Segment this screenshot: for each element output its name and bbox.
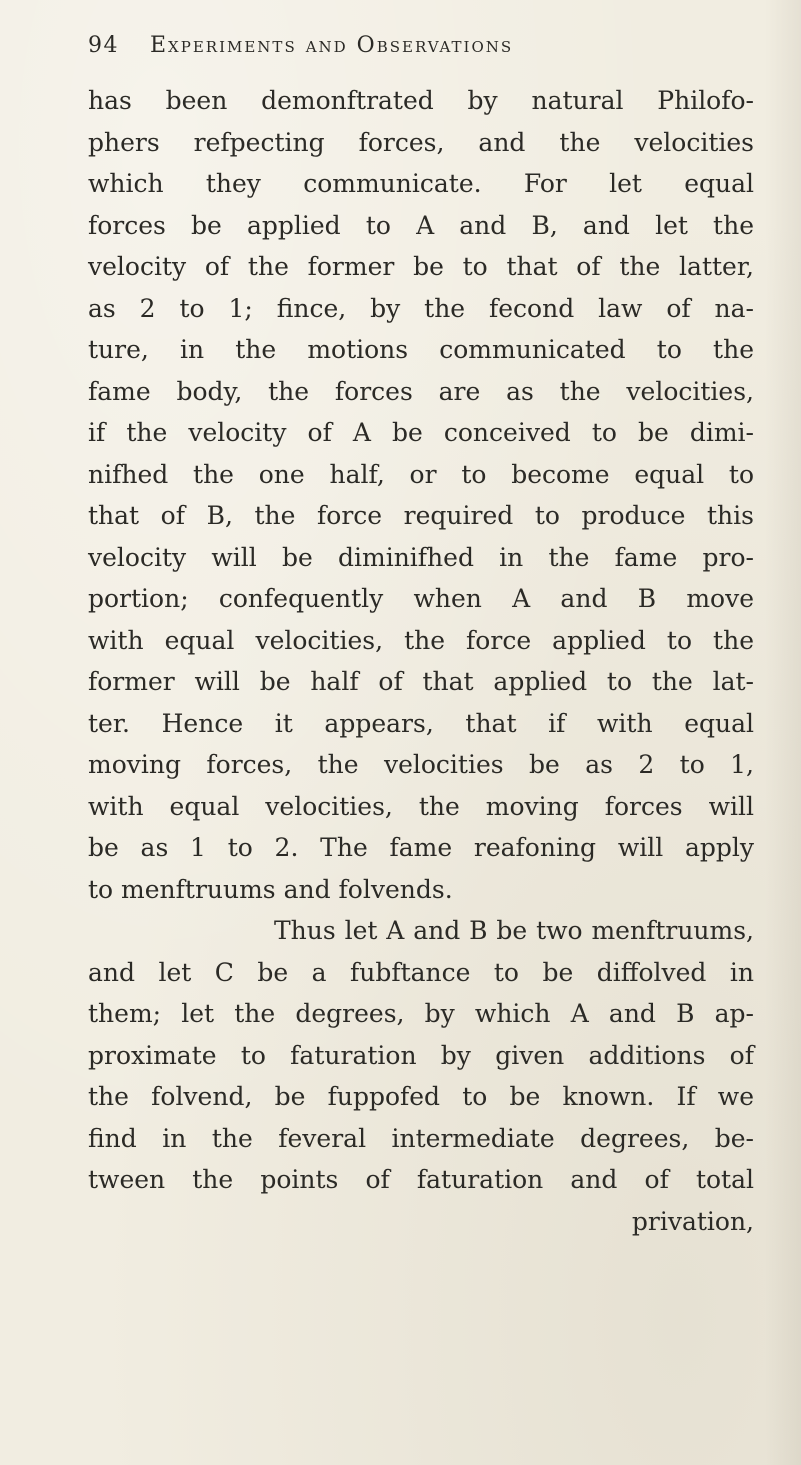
page-edge-shadow xyxy=(765,0,801,1465)
text-line: if the velocity of A be conceived to be dimi- xyxy=(88,418,754,447)
text-line: has been demonftrated by natural Philofo- xyxy=(88,86,754,115)
text-line: velocity of the former be to that of the latter, xyxy=(88,252,754,281)
text-line: with equal velocities, the moving forces will xyxy=(88,791,754,821)
text-line: ture, in the motions communicated to the xyxy=(88,335,754,364)
body-text xyxy=(88,80,754,1236)
text-line: proximate to faturation by given additions of xyxy=(88,1040,754,1070)
running-head: Experiments and Observations xyxy=(150,33,514,58)
text-line: the folvend, be fuppofed to be known. If we xyxy=(88,1082,754,1111)
text-line: ter. Hence it appears, that if with equal xyxy=(88,708,754,738)
text-line: find in the feveral intermediate degrees, be- xyxy=(88,1123,754,1153)
text-line: them; let the degrees, by which A and B ap- xyxy=(88,999,754,1028)
text-line: nifhed the one half, or to become equal to xyxy=(88,459,754,489)
text-line: moving forces, the velocities be as 2 to 1, xyxy=(88,750,754,779)
text-line: forces be applied to A and B, and let the xyxy=(88,210,754,240)
text-line: which they communicate. For let equal xyxy=(88,169,754,198)
text-line: as 2 to 1; fince, by the fecond law of na- xyxy=(88,293,754,323)
text-line: portion; confequently when A and B move xyxy=(88,584,754,613)
text-line: that of B, the force required to produce this xyxy=(88,501,754,530)
text-line: velocity will be diminifhed in the fame pro- xyxy=(88,542,754,572)
catchword: privation, xyxy=(631,1206,754,1236)
text-line: fame body, the forces are as the velocities, xyxy=(88,376,754,406)
text-line-paragraph-start: Thus let A and B be two menftruums, xyxy=(274,916,754,945)
text-line: former will be half of that applied to the lat- xyxy=(88,667,754,696)
text-line: and let C be a fubftance to be diffolved in xyxy=(88,957,754,987)
text-line-paragraph-end: to menftruums and folvends. xyxy=(88,874,453,904)
text-line: be as 1 to 2. The fame reafoning will apply xyxy=(88,833,754,862)
text-line: with equal velocities, the force applied to the xyxy=(88,625,754,655)
page-number: 94 xyxy=(88,33,119,58)
text-line: tween the points of faturation and of total xyxy=(88,1165,754,1194)
text-line: phers refpecting forces, and the velocities xyxy=(88,127,754,157)
